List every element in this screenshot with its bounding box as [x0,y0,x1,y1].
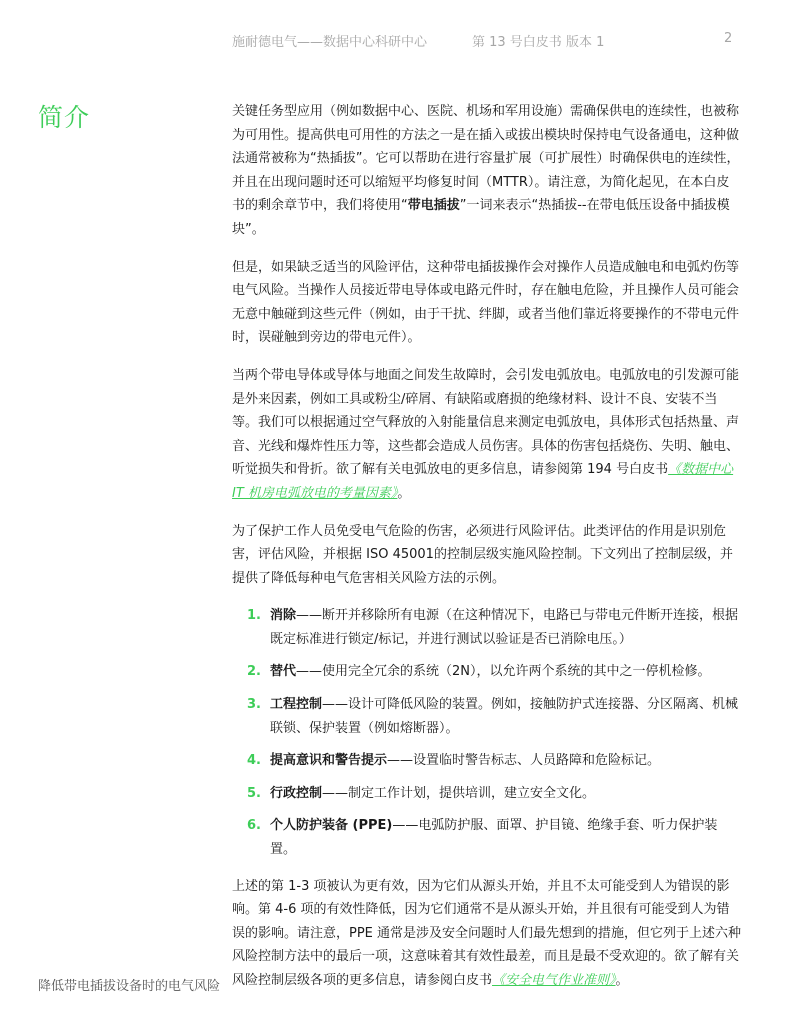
list-number: 1. [247,608,261,624]
list-term: 个人防护装备 (PPE) [270,818,393,834]
p5-text-end: 。 [615,973,629,988]
main-content [232,100,742,1007]
page-footer: 降低带电插拔设备时的电气风险 [38,979,221,994]
safety-guide-link[interactable]: 《安全电气作业准则》 [492,973,616,988]
page-header [0,31,791,51]
p5-text: 上述的第 1-3 项被认为更有效，因为它们从源头开始，并且不太可能受到人为错误的影响。第 4-6 项的有效性降低，因为它们通常不是从源头开始，并且很有可能受到人为错误的影响。请注意，PPE 通常是涉及安全问题时人们最先想到的措施，但它列于上述六种风险控制方法中的最后一项，这意味着其有效性最差，而且是最不受欢迎的。欲了解有关风险控制层级各项的更多信息，请参阅白皮书 [232,878,742,988]
p1-text-end: ”一词来表示“热插拔--在带电低压设备中插拔模块”。 [232,198,730,237]
list-number: 5. [247,785,261,801]
page-number: 2 [724,31,733,46]
list-term: 提高意识和警告提示 [270,753,388,769]
p3-text: 当两个带电导体或导体与地面之间发生故障时，会引发电弧放电。电弧放电的引发源可能是外来因素，例如工具或粉尘/碎屑、有缺陷或磨损的绝缘材料、设计不良、安装不当等。我们可以根据通过空气释放的入射能量信息来测定电弧放电，具体形式包括热量、声音、光线和爆炸性压力等，这些都会造成人员伤害。具体的伤害包括烧伤、失明、触电、听觉损失和骨折。欲了解有关电弧放电的更多信息，请参阅第 194 号白皮书 [232,367,740,478]
p1-bold-term: 带电插拔 [407,198,460,214]
list-number: 2. [247,664,261,680]
list-number: 6. [247,818,261,834]
hierarchy-of-controls-list [232,604,742,861]
paragraph-effectiveness [232,875,742,993]
list-desc: ——设置临时警告标志、人员路障和危险标记。 [387,753,661,769]
p1-text: 关键任务型应用（例如数据中心、医院、机场和军用设施）需确保供电的连续性，也被称为可用性。提高供电可用性的方法之一是在插入或拔出模块时保持电气设备通电，这种做法通常被称为“热插拔”。它可以帮助在进行容量扩展（可扩展性）时确保供电的连续性，并且在出现问题时还可以缩短平均修复时间（MTTR）。请注意，为简化起见，在本白皮书的剩余章节中，我们将使用“ [232,104,740,214]
wp194-link[interactable]: 《数据中心 IT 机房电弧放电的考量因素》 [232,462,734,501]
list-desc: ——断开并移除所有电源（在这种情况下，电路已与带电元件断开连接，根据既定标准进行锁定/标记，并进行测试以验证是否已消除电压。） [270,608,739,647]
paragraph-risks: 但是，如果缺乏适当的风险评估，这种带电插拔操作会对操作人员造成触电和电弧灼伤等电气风险。当操作人员接近带电导体或电路元件时，存在触电危险，并且操作人员可能会无意中触碰到这些元件（例如，由于干扰、绊脚，或者当他们靠近将要操作的不带电元件时，误碰触到旁边的带电元件）。 [232,259,740,346]
list-item [247,604,742,651]
section-title: 简介 [38,103,91,132]
list-desc: ——制定工作计划，提供培训，建立安全文化。 [322,785,596,801]
paragraph-risk-assessment: 为了保护工作人员免受电气危险的伤害，必须进行风险评估。此类评估的作用是识别危害，评估风险，并根据 ISO 45001的控制层级实施风险控制。下文列出了控制层级，并提供了降低每种电气危害相关风险方法的示例。 [232,523,733,586]
list-number: 3. [247,697,261,713]
list-item [247,782,742,806]
header-org: 施耐德电气——数据中心科研中心 [232,35,428,50]
list-term: 替代 [270,664,297,680]
paragraph-arc-flash [232,364,742,506]
list-item [247,814,742,861]
list-item [247,693,742,740]
paragraph-availability [232,100,742,242]
list-desc: ——设计可降低风险的装置。例如，接触防护式连接器、分区隔离、机械联锁、保护装置（例如熔断器）。 [270,697,739,736]
p3-text-end: 。 [397,485,411,501]
list-number: 4. [247,753,261,769]
list-term: 行政控制 [270,785,323,801]
list-item [247,749,742,773]
list-desc: ——电弧防护服、面罩、护目镜、绝缘手套、听力保护装置。 [270,818,718,858]
list-item [247,660,742,684]
list-term: 工程控制 [270,697,323,713]
list-desc: ——使用完全冗余的系统（2N），以允许两个系统的其中之一停机检修。 [296,664,711,680]
header-white-paper: 第 13 号白皮书 版本 1 [472,35,605,50]
list-term: 消除 [270,608,297,624]
